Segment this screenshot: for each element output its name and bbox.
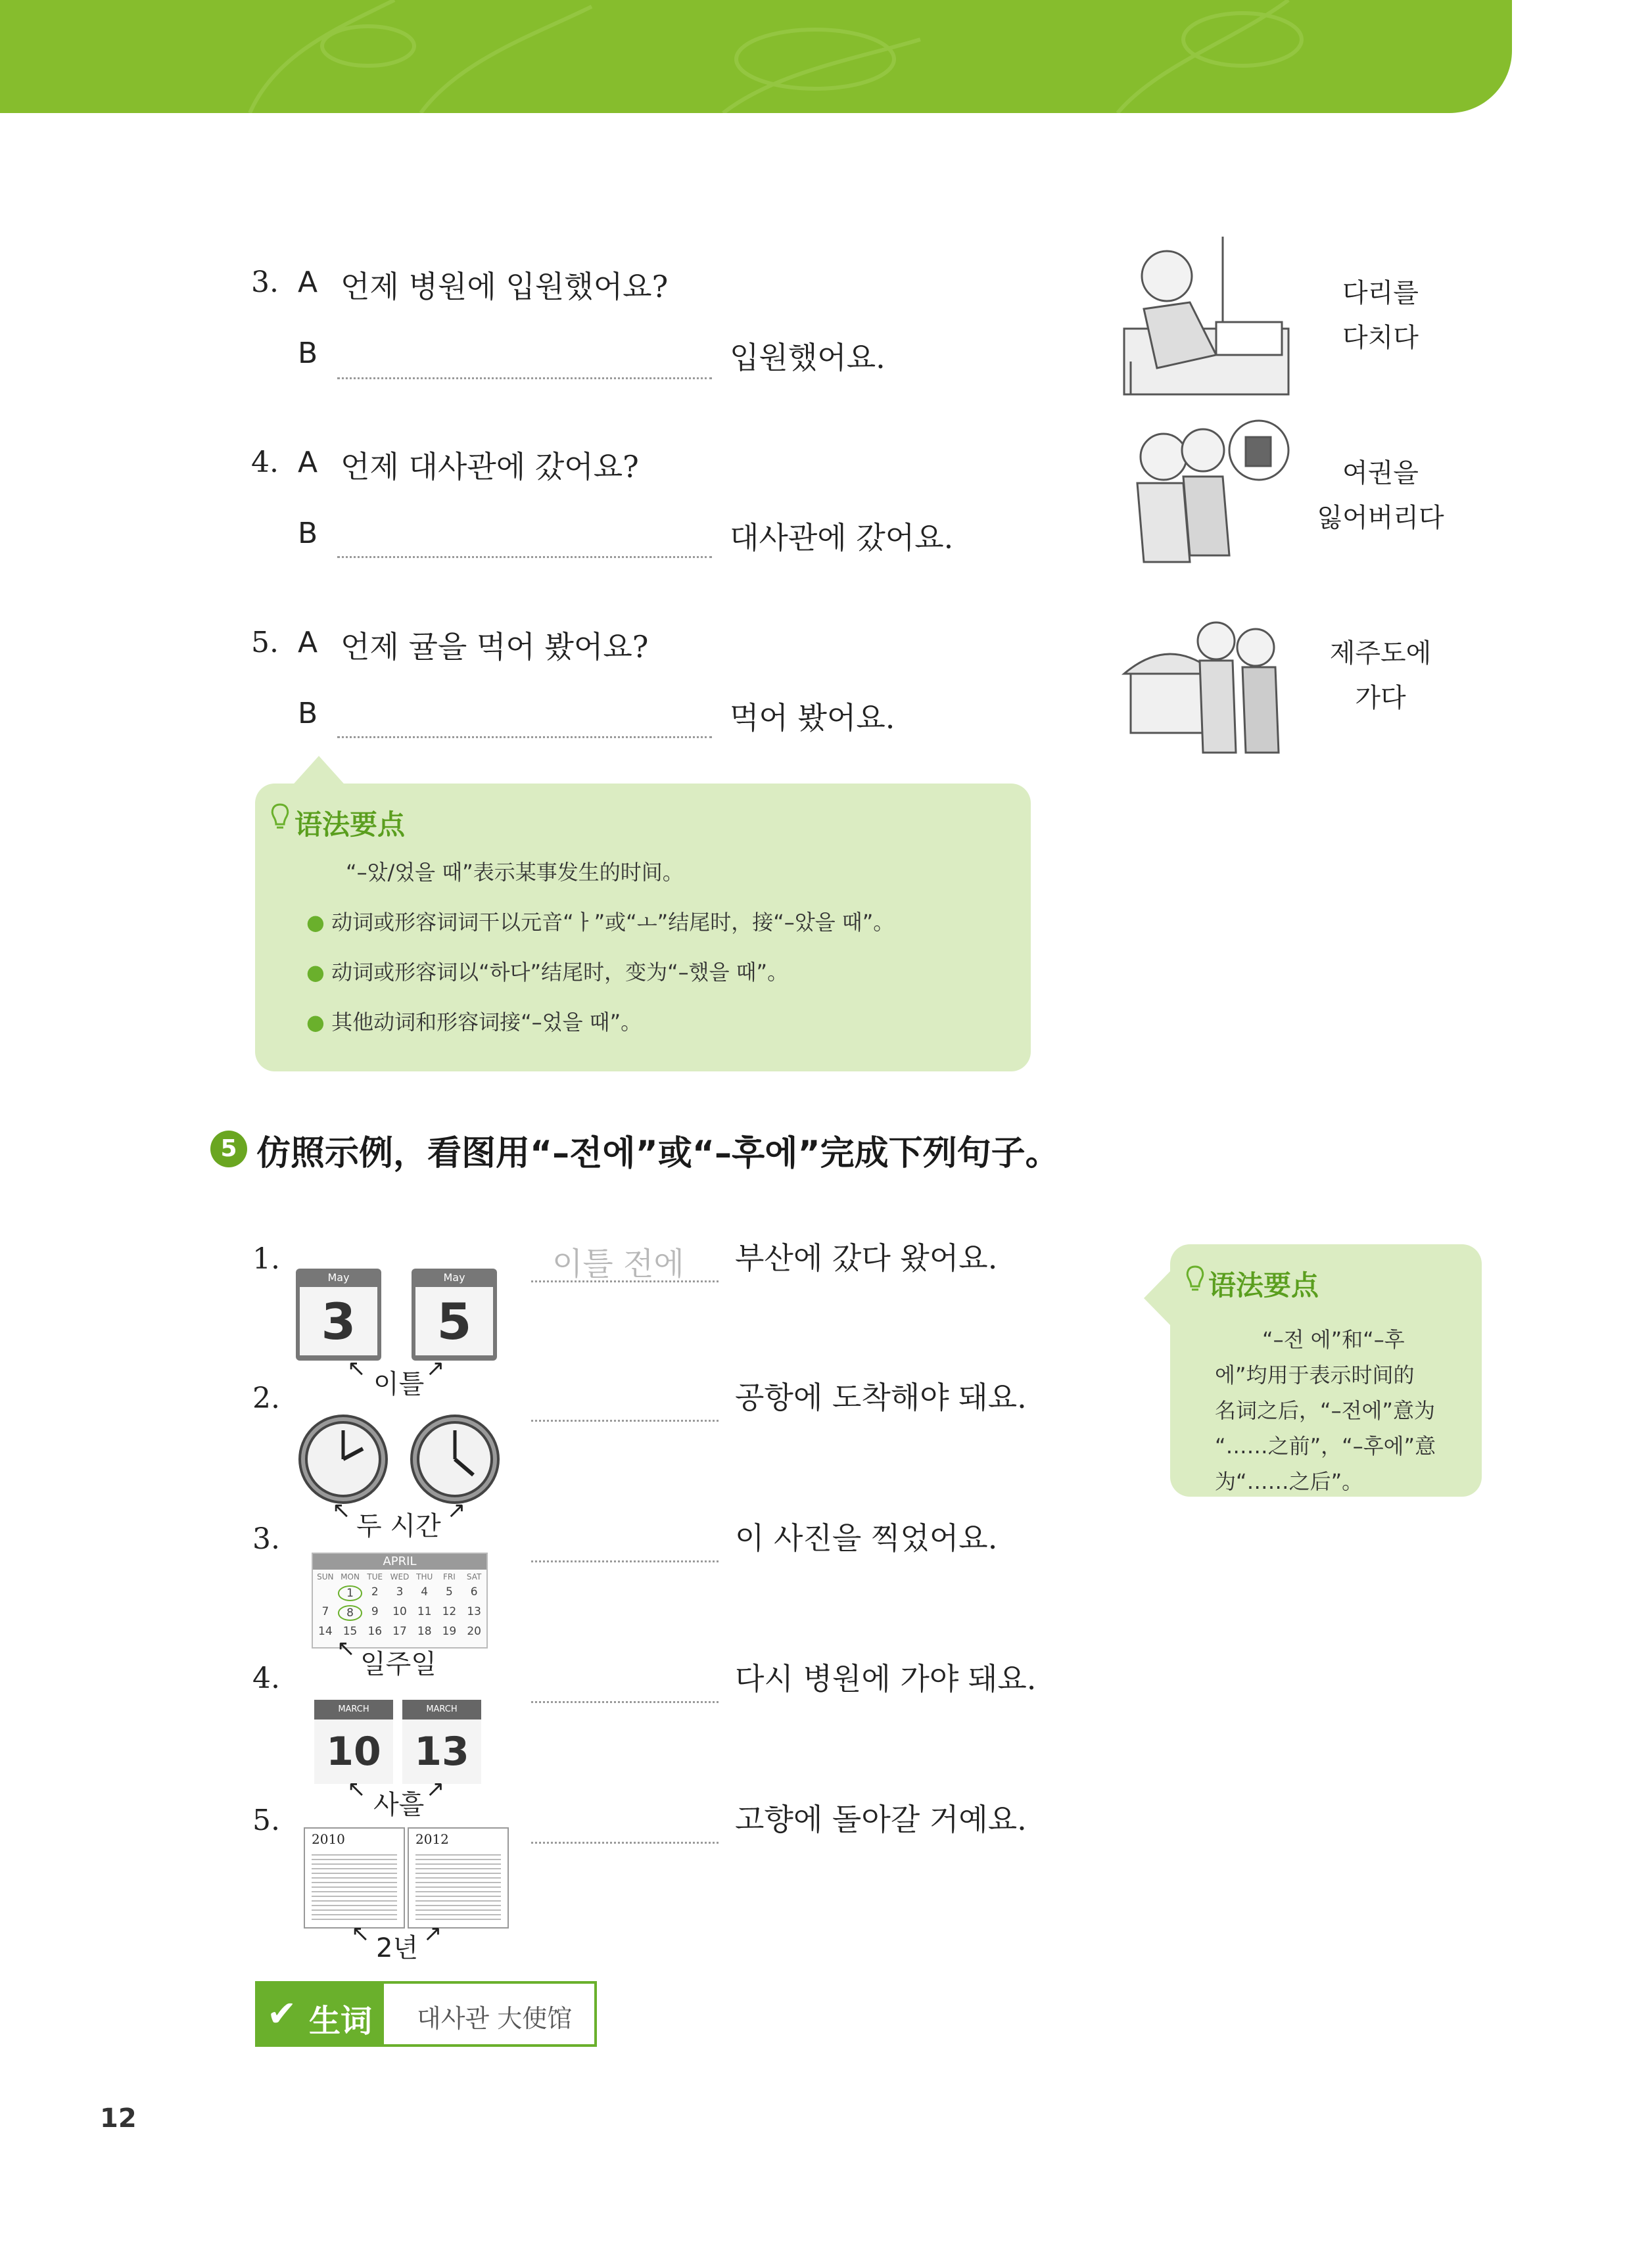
- item-number: 4.: [252, 1662, 280, 1695]
- bullet-icon: ●: [306, 910, 325, 935]
- label-line: 다리를: [1342, 278, 1419, 308]
- arrow-left-icon: ↖: [347, 1776, 366, 1802]
- answer-blank[interactable]: [531, 1280, 719, 1282]
- answer-blank[interactable]: [531, 1701, 719, 1703]
- label-line: 제주도에: [1329, 638, 1432, 668]
- grammar-tip-box-2: [1170, 1244, 1482, 1497]
- item-number: 2.: [252, 1382, 280, 1415]
- weekday: SAT: [466, 1572, 482, 1581]
- calendar-day: 20: [467, 1625, 481, 1638]
- calendar-month: May: [327, 1271, 350, 1284]
- answer-tail: 입원했어요.: [730, 340, 885, 375]
- arrow-left-icon: ↖: [347, 1355, 366, 1382]
- calendar-day: 5: [437, 1292, 472, 1351]
- label-line: 다치다: [1342, 323, 1419, 353]
- tip-bullet: [306, 956, 788, 986]
- question-text: 언제 대사관에 갔어요?: [341, 449, 639, 484]
- calendar-day: 10: [392, 1605, 407, 1618]
- question-number: 4.: [251, 446, 279, 479]
- calendar-month: MARCH: [402, 1700, 481, 1720]
- question-number: 5.: [251, 626, 279, 659]
- lightbulb-icon: [1185, 1265, 1206, 1294]
- calendar-page-right: [402, 1700, 481, 1784]
- weekday: TUE: [367, 1572, 383, 1581]
- tip-intro: “–았/었을 때”表示某事发生的时间。: [346, 860, 684, 885]
- side-label-3: [1308, 631, 1453, 720]
- arrow-left-icon: ↖: [337, 1635, 356, 1662]
- answer-tail: 고향에 돌아갈 거예요.: [735, 1802, 1027, 1837]
- year-calendar-left: [304, 1827, 405, 1929]
- calendar-day: 14: [318, 1625, 333, 1638]
- calendar-day-circled: 1: [338, 1585, 363, 1601]
- side-label-1: [1308, 271, 1453, 360]
- question-text: 언제 귤을 먹어 봤어요?: [341, 629, 649, 665]
- answer-tail: 공항에 도착해야 돼요.: [735, 1380, 1027, 1415]
- calendar-day: [313, 1585, 338, 1601]
- calendar-days-grid: [313, 1585, 486, 1638]
- calendar-day: 15: [342, 1625, 358, 1638]
- arrow-left-icon: ↖: [332, 1497, 351, 1524]
- answer-blank[interactable]: [337, 556, 712, 558]
- checkmark-icon: ✔: [267, 1993, 297, 2034]
- calendar-day: 3: [396, 1585, 404, 1599]
- calendar-day: 13: [402, 1720, 481, 1784]
- answer-tail: 이 사진을 찍었어요.: [735, 1520, 998, 1556]
- injured-leg-illustration: [1118, 230, 1295, 401]
- grammar-tip-box-1: [255, 784, 1031, 1071]
- speaker-b-label: B: [298, 337, 318, 370]
- calendar-page-left: [296, 1269, 381, 1361]
- arrow-right-icon: ↗: [423, 1921, 442, 1947]
- weekday: MON: [341, 1572, 360, 1581]
- answer-blank[interactable]: [531, 1420, 719, 1422]
- item-number: 3.: [252, 1522, 280, 1556]
- tip-bullet: [306, 1006, 642, 1036]
- side-label-2: [1308, 451, 1453, 540]
- tip-bullet-text: 动词或形容词以“하다”结尾时，变为“–했을 때”。: [331, 960, 789, 985]
- two-clocks-illustration: [297, 1412, 507, 1510]
- answer-blank[interactable]: [531, 1842, 719, 1844]
- tip-bullet-text: 其他动词和形容词接“–었을 때”。: [331, 1010, 642, 1035]
- tip-title: 语法要点: [1208, 1269, 1319, 1301]
- tipbox-pointer: [1144, 1269, 1173, 1328]
- calendar-day: 4: [421, 1585, 429, 1599]
- calendar-day: 2: [371, 1585, 379, 1599]
- calendar-day: 12: [442, 1605, 457, 1618]
- calendar-day: 5: [446, 1585, 453, 1599]
- page-number: 12: [100, 2103, 137, 2134]
- item-number: 1.: [252, 1242, 280, 1276]
- interval-caption: 2년: [376, 1933, 419, 1963]
- calendar-day: 3: [321, 1292, 356, 1351]
- calendar-month: MARCH: [314, 1700, 393, 1720]
- answer-tail: 대사관에 갔어요.: [730, 520, 954, 555]
- leaf-pattern-decoration: [0, 0, 1512, 113]
- jeju-trip-illustration: [1118, 595, 1302, 759]
- calendar-day: 10: [314, 1720, 393, 1784]
- question-number: 3.: [251, 266, 279, 299]
- question-text: 언제 병원에 입원했어요?: [341, 269, 669, 304]
- calendar-grid-decoration: [312, 1851, 397, 1922]
- vocabulary-header: [258, 1984, 384, 2044]
- vocabulary-title: 生词: [309, 2003, 373, 2040]
- calendar-day: 6: [470, 1585, 478, 1599]
- lightbulb-icon: [270, 803, 291, 832]
- example-answer: 이틀 전에: [552, 1246, 684, 1282]
- calendar-month: APRIL: [313, 1554, 486, 1570]
- calendar-day-circled: 8: [338, 1605, 363, 1621]
- answer-tail: 먹어 봤어요.: [730, 700, 895, 736]
- calendar-year: 2010: [312, 1831, 345, 1847]
- interval-caption: 사흘: [373, 1790, 425, 1820]
- calendar-day: 9: [371, 1605, 379, 1618]
- vocabulary-box: [255, 1981, 597, 2047]
- bullet-icon: ●: [306, 960, 325, 985]
- weekday: SUN: [317, 1572, 334, 1581]
- tip-line: 名词之后，“–전에”意为: [1215, 1398, 1435, 1423]
- speaker-b-label: B: [298, 517, 318, 550]
- exercise-title: 仿照示例，看图用“–전에”或“–후에”完成下列句子。: [256, 1134, 1060, 1173]
- tip-title: 语法要点: [295, 808, 406, 841]
- calendar-grid-decoration: [415, 1851, 501, 1922]
- exercise-number-badge: 5: [210, 1131, 247, 1167]
- tip-line: 为“……之后”。: [1215, 1469, 1363, 1494]
- speaker-a-label: A: [298, 446, 318, 479]
- calendar-year: 2012: [415, 1831, 449, 1847]
- calendar-day: 18: [417, 1625, 432, 1638]
- speaker-a-label: A: [298, 266, 318, 299]
- tip-bullet-text: 动词或形容词词干以元音“ㅏ”或“ㅗ”结尾时，接“–았을 때”。: [331, 910, 895, 935]
- answer-blank[interactable]: [337, 377, 712, 379]
- calendar-day: 16: [367, 1625, 383, 1638]
- arrow-left-icon: ↖: [351, 1921, 370, 1947]
- item-number: 5.: [252, 1804, 280, 1837]
- answer-tail: 다시 병원에 가야 돼요.: [735, 1661, 1037, 1696]
- weekday-header: [313, 1572, 486, 1581]
- april-calendar: [312, 1553, 488, 1649]
- speaker-a-label: A: [298, 626, 318, 659]
- answer-blank[interactable]: [337, 736, 712, 738]
- tip-line: “–전 에”和“–후: [1262, 1327, 1405, 1352]
- year-calendar-right: [408, 1827, 509, 1929]
- tip-line: 에”均用于表示时间的: [1215, 1363, 1415, 1388]
- arrow-right-icon: ↗: [447, 1497, 466, 1524]
- interval-caption: 두 시간: [356, 1511, 441, 1541]
- label-line: 잃어버리다: [1317, 503, 1444, 533]
- label-line: 여권을: [1342, 458, 1419, 488]
- calendar-day: 19: [442, 1625, 457, 1638]
- tip-line: “……之前”，“–후에”意: [1215, 1434, 1436, 1459]
- calendar-day: 17: [392, 1625, 407, 1638]
- tip-bullet: [306, 906, 894, 936]
- header-banner: [0, 0, 1512, 113]
- lost-passport-illustration: [1118, 411, 1295, 582]
- vocabulary-entry: 대사관 大使馆: [417, 2004, 573, 2033]
- speaker-b-label: B: [298, 697, 318, 730]
- weekday: FRI: [443, 1572, 456, 1581]
- weekday: THU: [416, 1572, 433, 1581]
- calendar-page-left: [314, 1700, 393, 1784]
- calendar-day: 11: [417, 1605, 432, 1618]
- calendar-day: 13: [467, 1605, 481, 1618]
- calendar-page-right: [412, 1269, 497, 1361]
- arrow-right-icon: ↗: [426, 1776, 445, 1802]
- calendar-day: 7: [321, 1605, 329, 1618]
- bullet-icon: ●: [306, 1010, 325, 1035]
- weekday: WED: [390, 1572, 410, 1581]
- answer-tail: 부산에 갔다 왔어요.: [735, 1240, 998, 1276]
- answer-blank[interactable]: [531, 1560, 719, 1562]
- calendar-month: May: [443, 1271, 465, 1284]
- interval-caption: 일주일: [360, 1649, 437, 1679]
- interval-caption: 이틀: [373, 1369, 425, 1399]
- arrow-right-icon: ↗: [426, 1355, 445, 1382]
- label-line: 가다: [1355, 683, 1406, 713]
